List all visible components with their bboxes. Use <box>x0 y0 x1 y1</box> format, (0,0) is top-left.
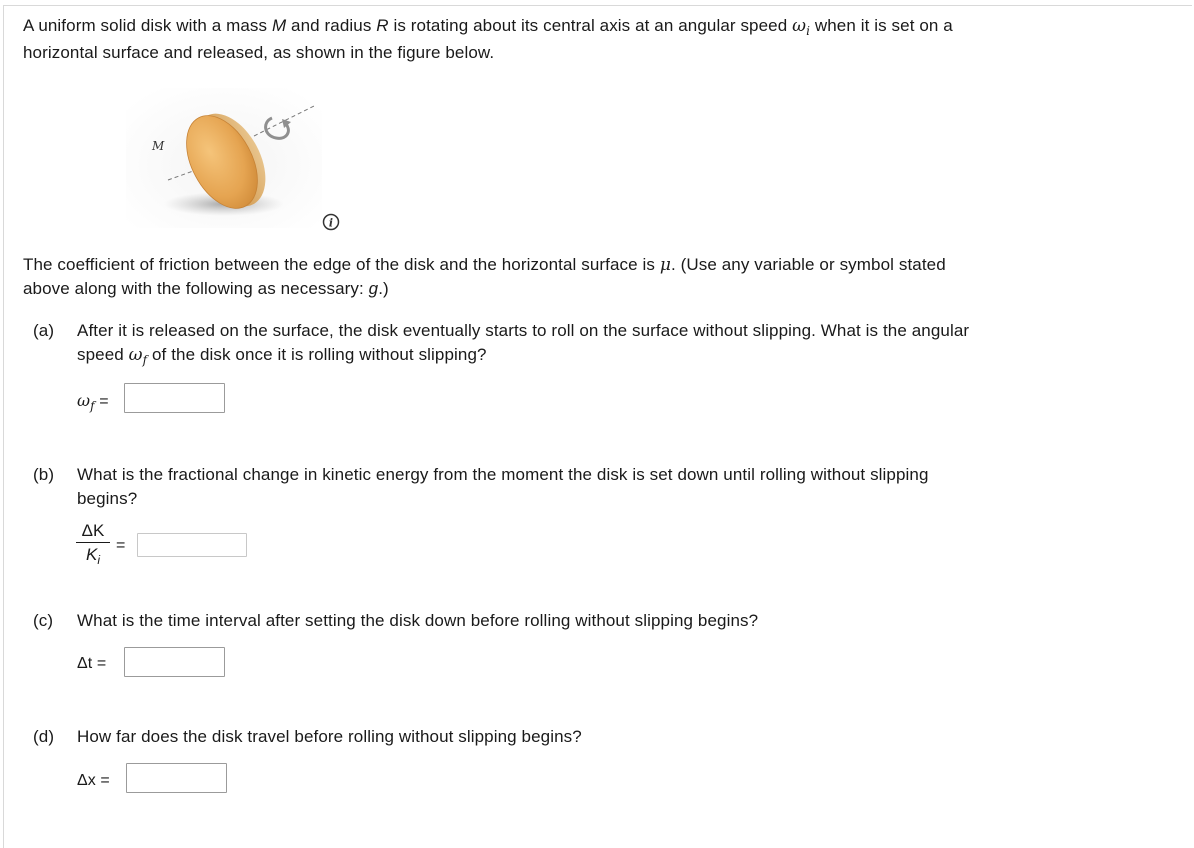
kinetic-energy-fraction <box>76 521 110 565</box>
part-d-question-line1: How far does the disk travel before rolling without slipping begins? <box>77 727 582 746</box>
delta-x-answer-input[interactable] <box>126 763 227 793</box>
intro-text-line1 <box>23 13 953 39</box>
intro-text-pre: A uniform solid disk with a mass <box>23 16 272 35</box>
part-c-answer-label: Δt = <box>77 655 107 672</box>
omega-symbol: ω <box>792 16 807 36</box>
intro-text-line2: horizontal surface and released, as shown in the figure below. <box>23 43 495 62</box>
part-a-line2-pre: speed <box>77 345 129 364</box>
friction-text-pre: The coefficient of friction between the edge of the disk and the horizontal surface is <box>23 255 660 274</box>
fraction-den-subscript: i <box>97 553 100 567</box>
part-d-answer-label: Δx = <box>77 772 110 789</box>
part-a-question-line2 <box>77 342 487 368</box>
mass-symbol: M <box>271 16 287 35</box>
part-a-answer-label <box>77 388 109 414</box>
rotating-disk-figure <box>126 88 322 228</box>
delta-t-answer-input[interactable] <box>124 647 225 677</box>
figure-mass-label: M <box>152 139 165 153</box>
svg-text:i: i <box>328 216 334 230</box>
part-b-question-line1: What is the fractional change in kinetic energy from the moment the disk is set down until rolling without slipping <box>77 465 929 484</box>
part-b-label: (b) <box>33 465 55 484</box>
friction-text-line1 <box>23 252 946 278</box>
intro-text-mid2: is rotating about its central axis at an angular speed <box>388 16 793 35</box>
part-a-equals: = <box>99 393 109 410</box>
part-a-answer-subscript: f <box>90 399 95 413</box>
friction-text-line2-post: .) <box>378 279 389 298</box>
info-circle-icon[interactable] <box>322 213 340 231</box>
part-a-line2-post: of the disk once it is rolling without slipping? <box>147 345 487 364</box>
part-b-question-line2: begins? <box>77 489 138 508</box>
fraction-numerator: ΔK <box>81 521 105 540</box>
part-a-answer-symbol: ω <box>77 391 91 410</box>
mu-symbol: μ <box>659 255 671 275</box>
part-a-label: (a) <box>33 321 55 340</box>
part-c-question-line1: What is the time interval after setting the disk down before rolling without slipping begins? <box>77 611 759 630</box>
fractional-ke-answer-input[interactable] <box>137 533 247 557</box>
omega-f-symbol: ω <box>128 345 143 365</box>
friction-text-post: . (Use any variable or symbol stated <box>670 255 946 274</box>
intro-text-post: when it is set on a <box>810 16 953 35</box>
part-d-label: (d) <box>33 727 55 746</box>
fraction-den-k: K <box>85 545 98 564</box>
friction-text-line2-pre: above along with the following as necessary: <box>23 279 369 298</box>
fraction-denominator <box>76 545 110 565</box>
disk-illustration <box>126 88 322 228</box>
radius-symbol: R <box>376 16 389 35</box>
part-b-equals: = <box>116 537 126 554</box>
part-a-question-line1: After it is released on the surface, the disk eventually starts to roll on the surface without slipping. What is the angular <box>77 321 970 340</box>
omega-subscript: i <box>806 24 811 38</box>
friction-text-line2 <box>23 276 389 301</box>
g-symbol: g <box>368 279 379 298</box>
omega-f-subscript: f <box>142 353 148 367</box>
fraction-bar <box>76 542 110 543</box>
part-c-label: (c) <box>33 611 54 630</box>
intro-text-mid1: and radius <box>286 16 377 35</box>
omega-f-answer-input[interactable] <box>124 383 225 413</box>
